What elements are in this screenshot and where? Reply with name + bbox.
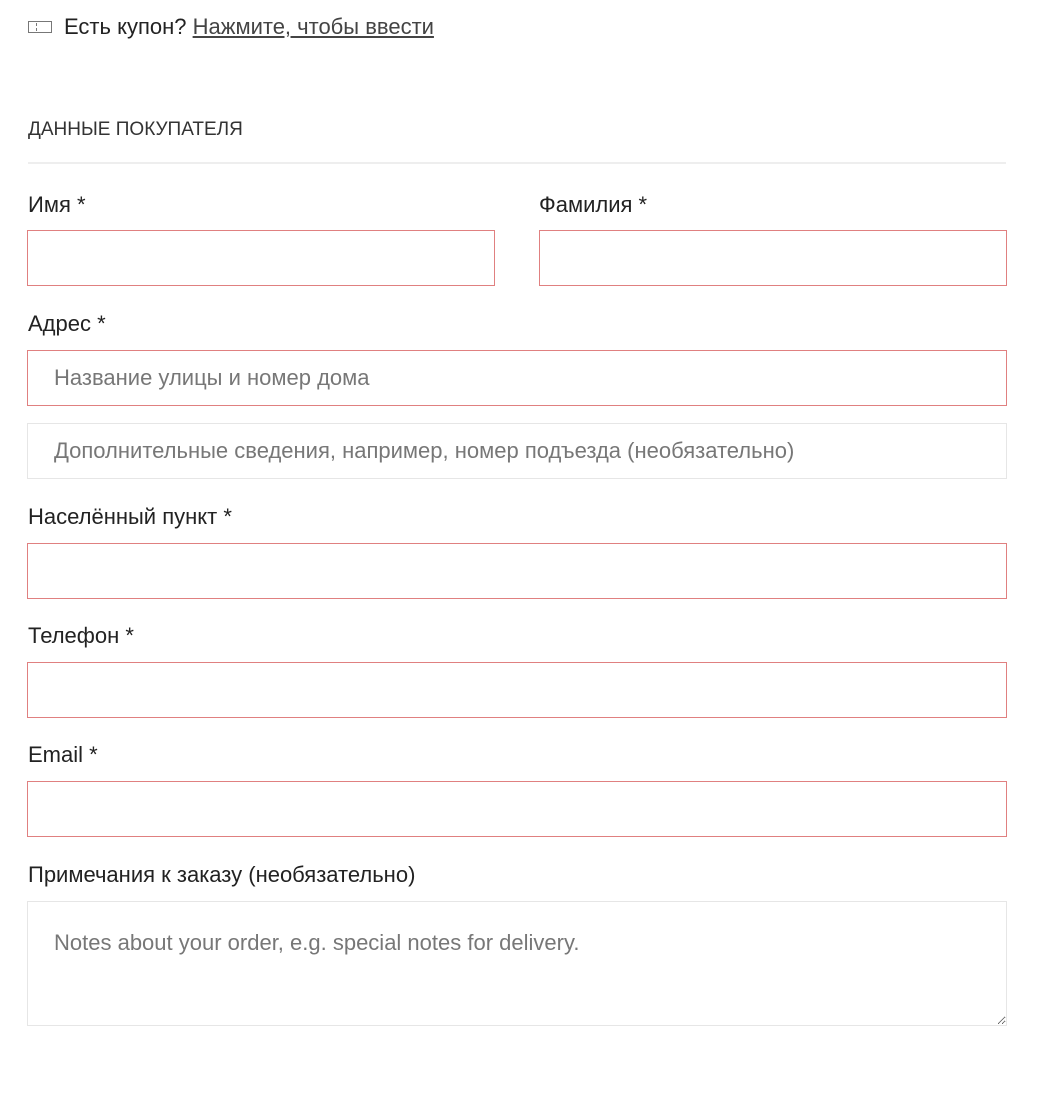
address-2-input[interactable]: [27, 423, 1007, 479]
section-title: ДАННЫЕ ПОКУПАТЕЛЯ: [28, 119, 243, 140]
notes-label: Примечания к заказу (необязательно): [28, 862, 416, 887]
email-label: Email *: [28, 742, 98, 767]
ticket-icon: [28, 21, 52, 33]
first-name-label: Имя *: [28, 192, 86, 217]
divider: [28, 162, 1006, 164]
enter-coupon-link[interactable]: Нажмите, чтобы ввести: [192, 14, 434, 39]
coupon-text: Есть купон?: [64, 14, 187, 39]
coupon-notice: [28, 14, 434, 40]
address-input[interactable]: [27, 350, 1007, 406]
phone-label: Телефон *: [28, 623, 134, 648]
last-name-input[interactable]: [539, 230, 1007, 286]
city-input[interactable]: [27, 543, 1007, 599]
email-input[interactable]: [27, 781, 1007, 837]
address-label: Адрес *: [28, 311, 106, 336]
city-label: Населённый пункт *: [28, 504, 232, 529]
first-name-input[interactable]: [27, 230, 495, 286]
last-name-label: Фамилия *: [539, 192, 648, 217]
order-notes-textarea[interactable]: [27, 901, 1007, 1026]
phone-input[interactable]: [27, 662, 1007, 718]
